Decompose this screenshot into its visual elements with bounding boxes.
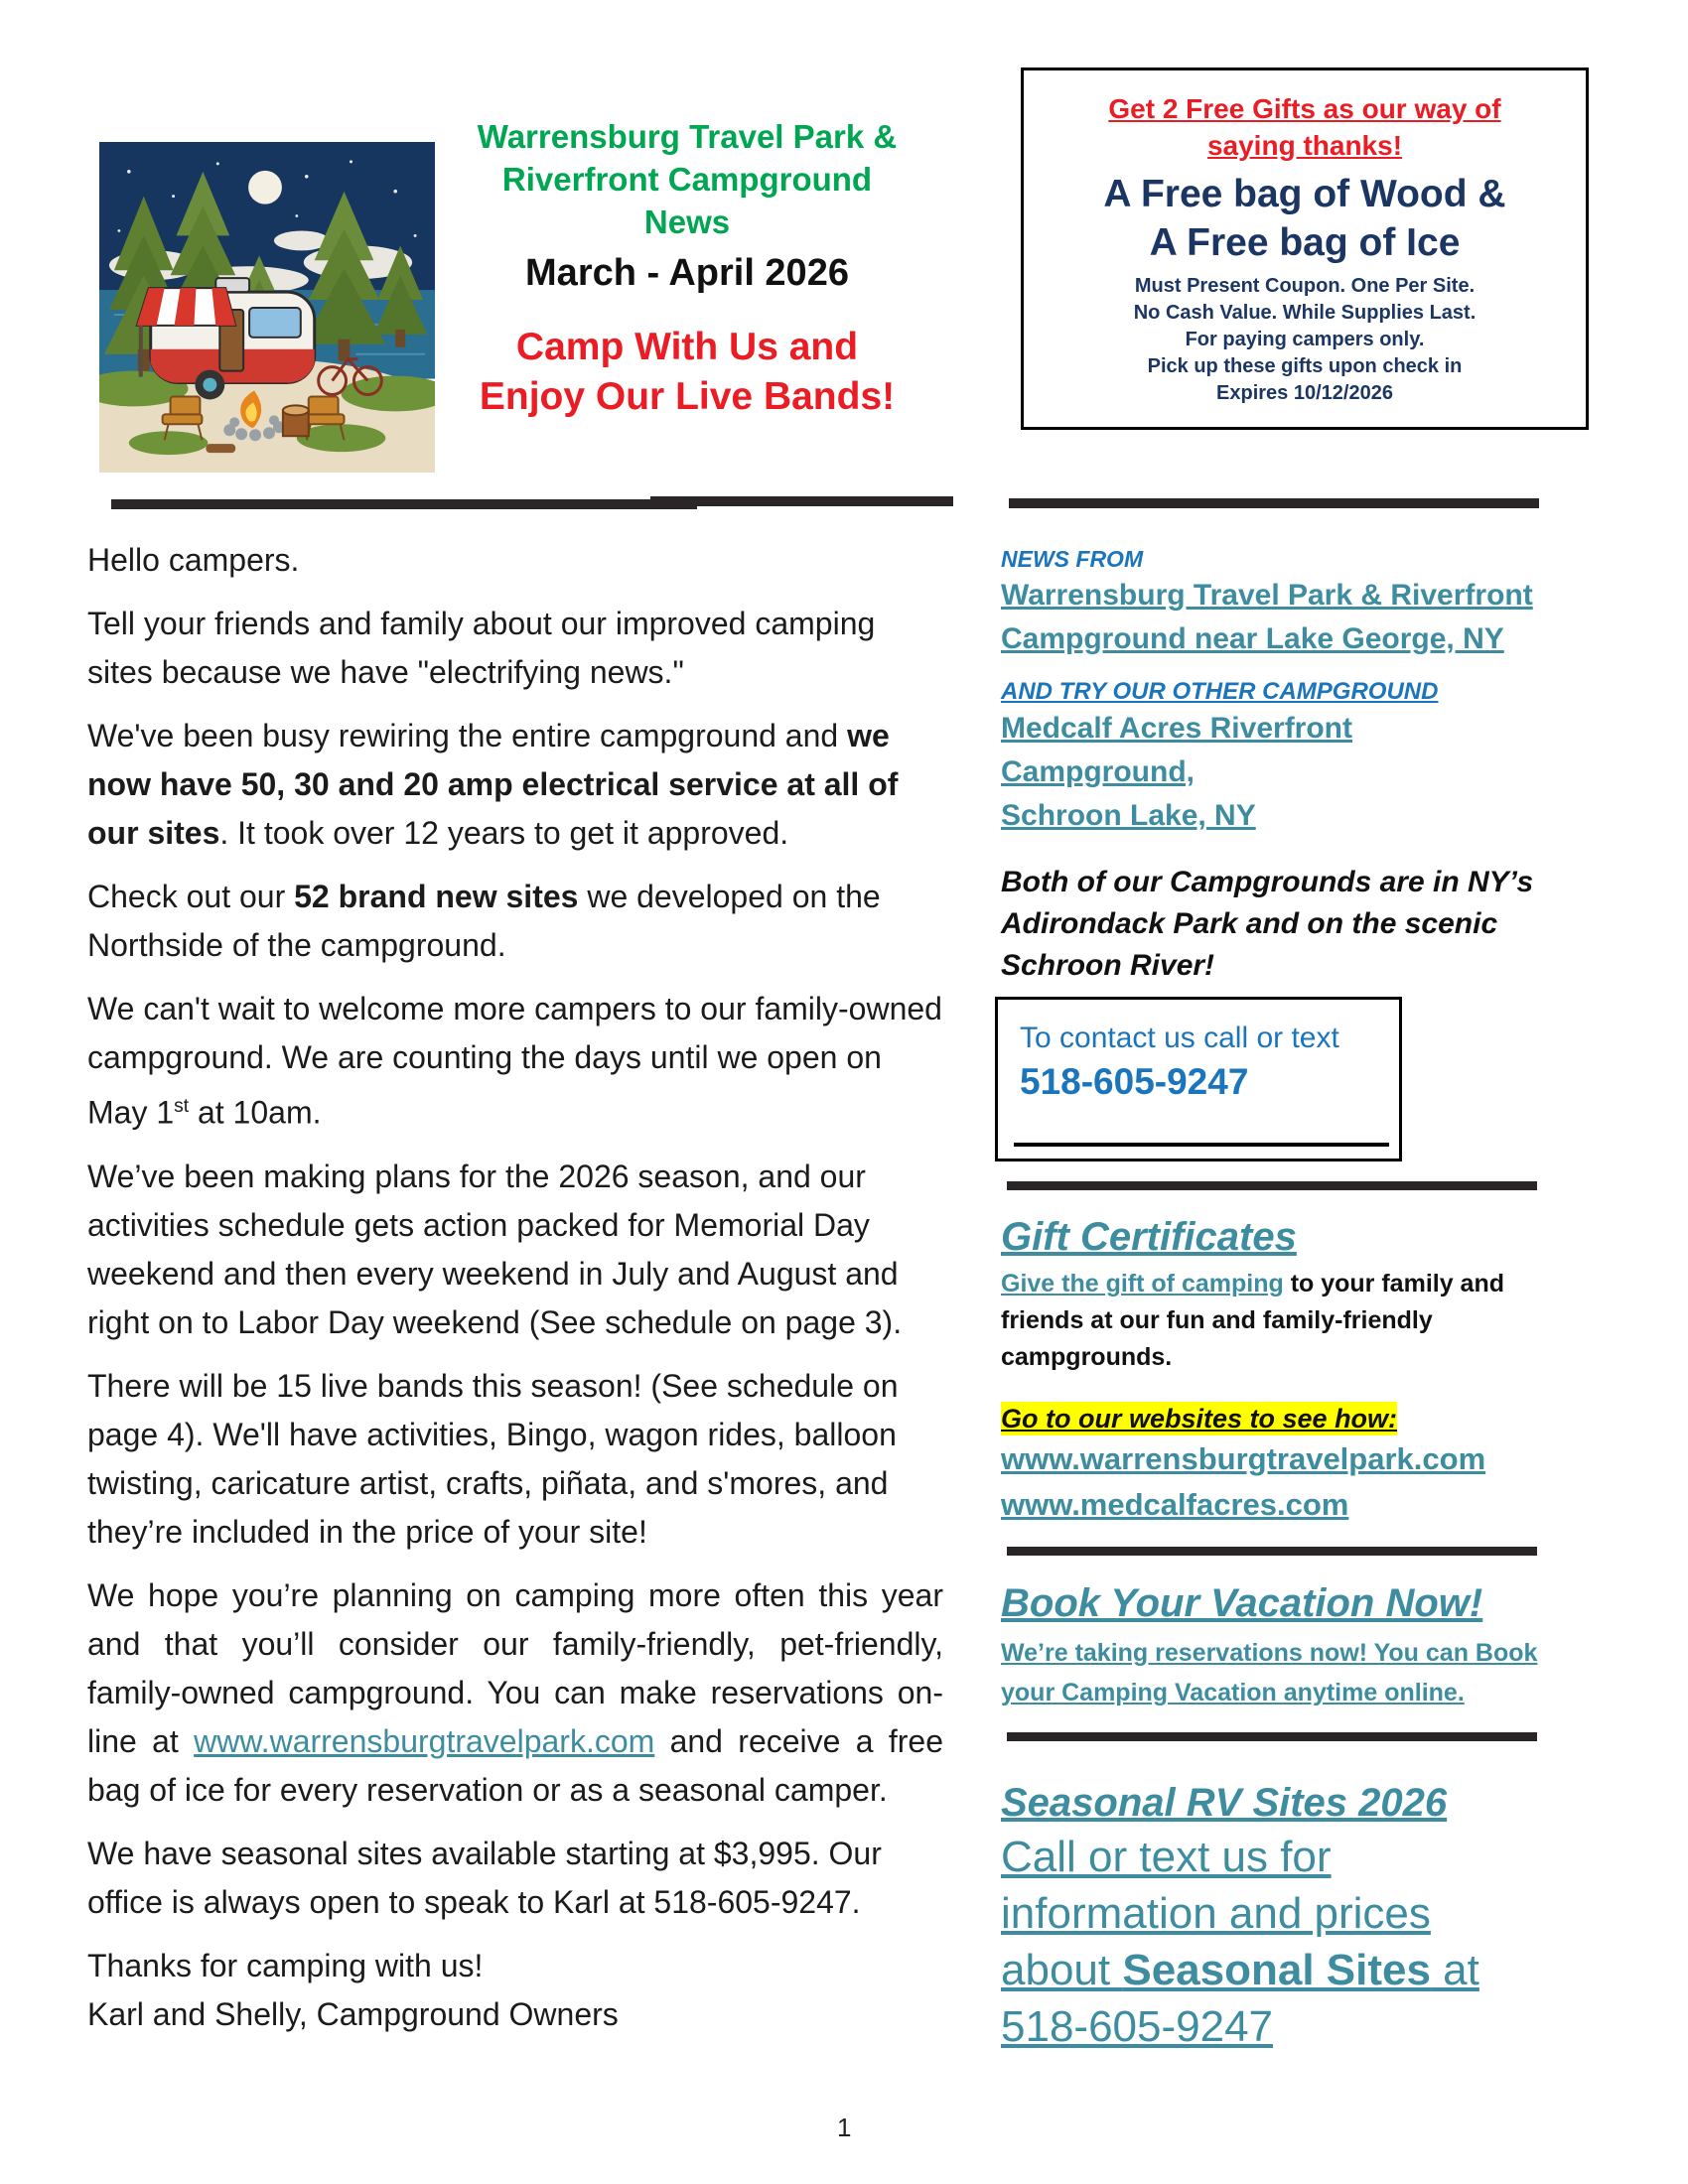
article-closing	[87, 1942, 943, 2039]
news-from-label: NEWS FROM	[1001, 546, 1144, 572]
seasonal-line3	[1001, 1942, 1589, 1998]
free-gifts-coupon	[1021, 68, 1589, 430]
seasonal-line2: information and prices	[1001, 1889, 1431, 1938]
campground2-line1: Medcalf Acres Riverfront Campground,	[1001, 712, 1352, 788]
medcalf-url-link[interactable]: www.medcalfacres.com	[1001, 1487, 1349, 1522]
closing-thanks: Thanks for camping with us!	[87, 1947, 484, 1983]
sidebar-divider	[1007, 1732, 1537, 1741]
gift-certificates-text	[1001, 1266, 1572, 1376]
campground1-heading[interactable]: Warrensburg Travel Park & Riverfront Campground near Lake George, NY	[1001, 579, 1533, 655]
header-divider-right	[1009, 498, 1539, 508]
ordinal-superscript: st	[174, 1096, 190, 1117]
page-number: 1	[837, 2113, 852, 2142]
log	[206, 444, 235, 453]
article-paragraph: Tell your friends and family about our improved camping sites because we have "electrifying news."	[87, 606, 876, 690]
article-bold-text: we now have 50, 30 and 20 amp electrical service at all of our sites	[87, 718, 899, 851]
article-paragraph	[87, 712, 943, 858]
book-vacation-heading: Book Your Vacation Now!	[1001, 1581, 1483, 1625]
warrensburg-url-link[interactable]: www.warrensburgtravelpark.com	[1001, 1441, 1486, 1476]
newsletter-title-line1: Warrensburg Travel Park &	[477, 118, 898, 155]
gift-of-camping-link[interactable]: Give the gift of camping	[1001, 1270, 1284, 1297]
header-divider-left	[111, 499, 697, 509]
seasonal-line3-text: at	[1430, 1946, 1479, 1994]
coupon-term: For paying campers only.	[1185, 329, 1425, 350]
article-text: Check out our	[87, 879, 295, 914]
newsletter-title-line3: News	[643, 204, 731, 240]
contact-underline	[1014, 1143, 1389, 1147]
seasonal-line3-text: about	[1001, 1946, 1123, 1994]
other-campground-label: AND TRY OUR OTHER CAMPGROUND	[1001, 678, 1439, 705]
book-vacation-text[interactable]: We’re taking reservations now! You can Book your Camping Vacation anytime online.	[1001, 1639, 1538, 1706]
warrensburg-website-link[interactable]: www.warrensburgtravelpark.com	[194, 1722, 655, 1759]
coupon-headline	[1024, 90, 1586, 164]
article-text: We've been busy rewiring the entire campground and	[87, 718, 848, 753]
article-text: We can't wait to welcome more campers to our family-owned campground. We are counting the days until we open on May 1	[87, 991, 942, 1131]
article-text: we developed on the Northside of the campground.	[87, 879, 881, 963]
sidebar-divider	[1007, 1547, 1537, 1556]
tagline-line2: Enjoy Our Live Bands!	[479, 375, 896, 418]
article-text: . It took over 12 years to get it approved.	[219, 815, 789, 851]
seasonal-phone[interactable]: 518-605-9247	[1001, 2002, 1274, 2051]
article-paragraph: We’ve been making plans for the 2026 season, and our activities schedule gets action packed for Memorial Day weekend and then every weekend in July and August and right on to Labor Day weekend (See schedule on page 3).	[87, 1158, 903, 1340]
coupon-headline-line1: Get 2 Free Gifts as our way of	[1108, 93, 1501, 124]
awning-pole	[139, 326, 143, 377]
article-text: and receive a free bag of ice for every reservation or as a seasonal camper.	[87, 1722, 944, 1808]
moon	[248, 171, 282, 205]
issue-date: March - April 2026	[525, 252, 849, 294]
tree-stump	[283, 405, 309, 436]
article-greeting: Hello campers.	[87, 542, 300, 578]
both-campgrounds-note: Both of our Campgrounds are in NY’s Adirondack Park and on the scenic Schroon River!	[1001, 866, 1534, 982]
campground-logo-illustration	[99, 142, 435, 473]
sidebar-divider	[1007, 1181, 1537, 1190]
gift-text-rest: to your family and friends at our fun and family-friendly campgrounds.	[1001, 1270, 1505, 1371]
sidebar-column	[1001, 544, 1589, 2055]
article-paragraph: We have seasonal sites available starting at $3,995. Our office is always open to speak to Karl at 518-605-9247.	[87, 1835, 882, 1920]
coupon-term: Pick up these gifts upon check in	[1147, 355, 1463, 377]
article-paragraph	[87, 873, 943, 970]
article-paragraph	[87, 985, 943, 1138]
tagline-line1: Camp With Us and	[515, 326, 859, 368]
masthead	[445, 115, 929, 422]
coupon-terms	[1024, 273, 1586, 407]
article-text: at 10am.	[189, 1094, 322, 1131]
coupon-offer	[1024, 170, 1586, 267]
article-text: We hope you’re planning on camping more often this year and that you’ll consider our family-friendly, pet-friendly, family-owned campground. You can make reservations on-line at	[87, 1576, 943, 1759]
contact-phone[interactable]: 518-605-9247	[1020, 1061, 1249, 1102]
coupon-offer-line1: A Free bag of Wood &	[1103, 173, 1506, 215]
contact-box	[995, 997, 1402, 1161]
campground2-heading[interactable]	[1001, 707, 1553, 838]
seasonal-sites-heading: Seasonal RV Sites 2026	[1001, 1781, 1448, 1825]
camper-window	[249, 308, 301, 338]
campground-logo	[99, 142, 435, 473]
gift-certificates-heading: Gift Certificates	[1001, 1215, 1297, 1259]
article-bold-text: 52 brand new sites	[294, 879, 579, 914]
article-paragraph	[87, 1571, 943, 1815]
contact-label: To contact us call or text	[1020, 1022, 1339, 1054]
campground2-line2: Schroon Lake, NY	[1001, 799, 1256, 832]
coupon-term: Expires 10/12/2026	[1216, 382, 1393, 404]
tagline	[445, 323, 929, 422]
newsletter-title-line2: Riverfront Campground	[501, 161, 873, 198]
article-paragraph: There will be 15 live bands this season! (See schedule on page 4). We'll have activities, Bingo, wagon rides, balloon twisting, caricature artist, crafts, piñata, and s'mores, and they’re included in the price of your site!	[87, 1367, 899, 1550]
coupon-headline-line2: saying thanks!	[1206, 130, 1403, 161]
article-column	[87, 536, 943, 2054]
closing-signature: Karl and Shelly, Campground Owners	[87, 1995, 619, 2032]
coupon-term: Must Present Coupon. One Per Site.	[1134, 275, 1476, 297]
coupon-offer-line2: A Free bag of Ice	[1149, 221, 1461, 264]
seasonal-line1: Call or text us for	[1001, 1833, 1332, 1881]
websites-highlight: Go to our websites to see how:	[1001, 1404, 1398, 1433]
coupon-term: No Cash Value. While Supplies Last.	[1133, 302, 1477, 324]
header-divider-left-segment	[650, 496, 953, 506]
striped-awning	[137, 288, 235, 326]
seasonal-sites-bold: Seasonal Sites	[1122, 1946, 1431, 1994]
